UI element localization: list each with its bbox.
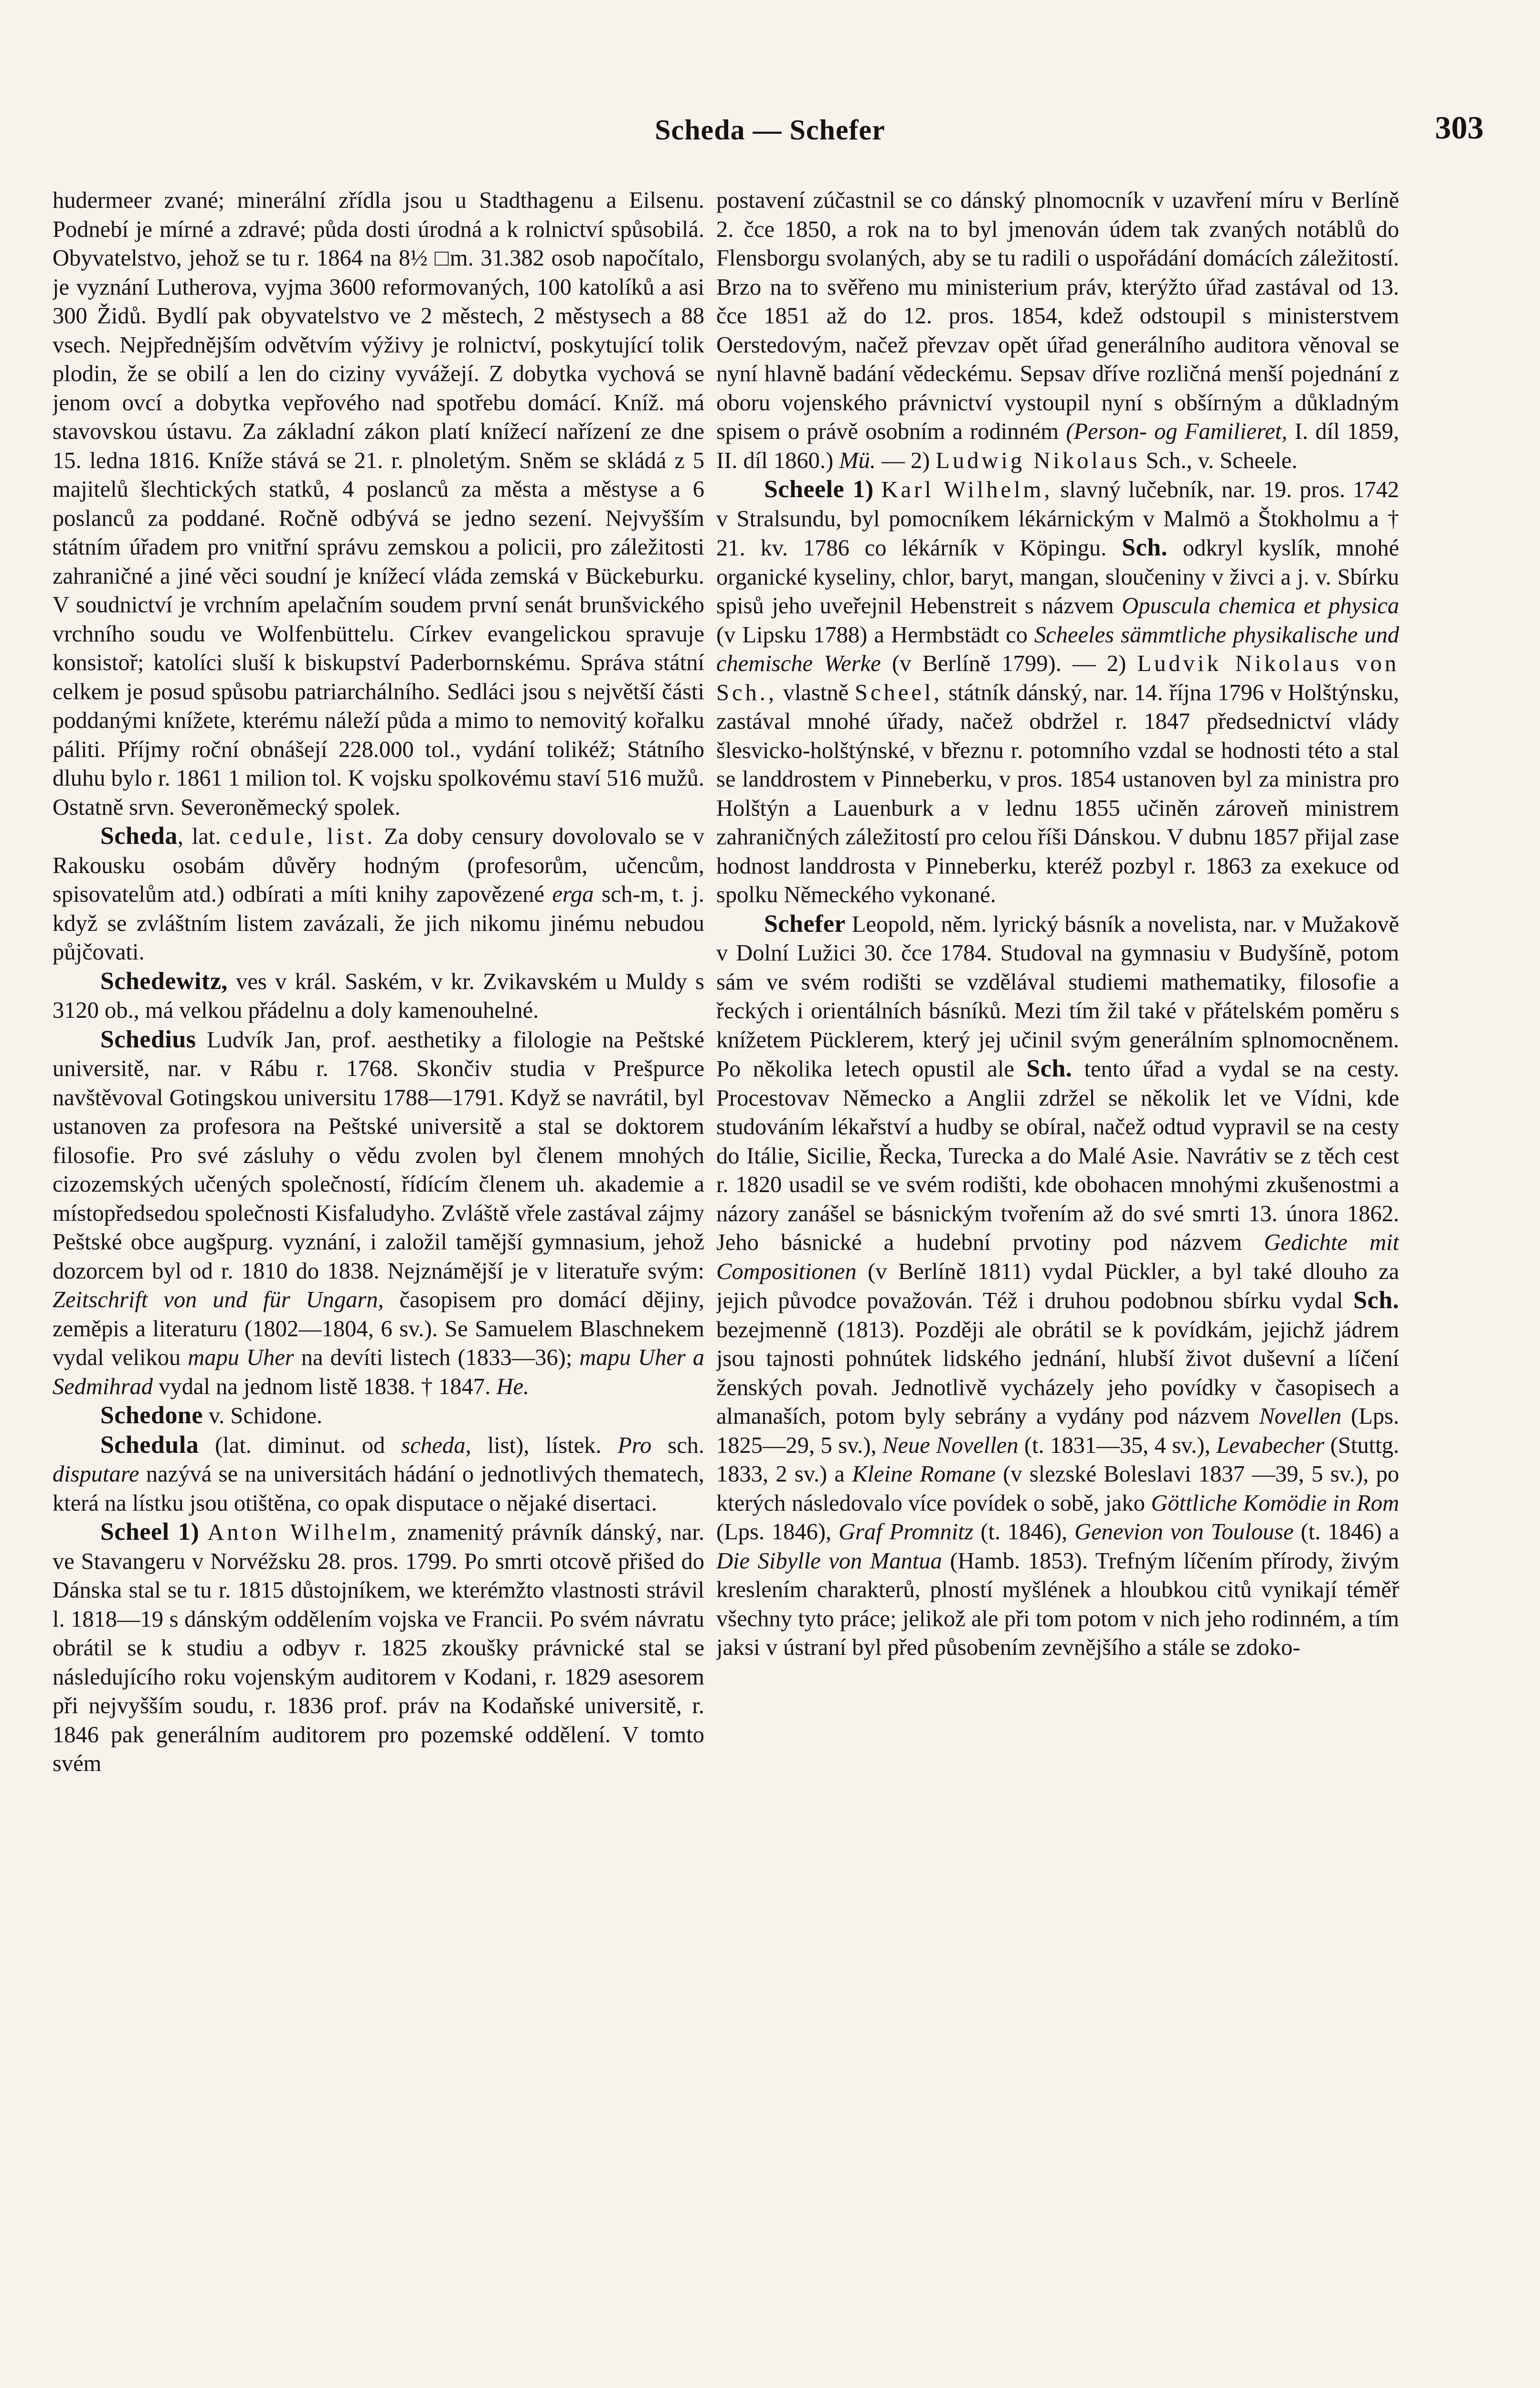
entry-text: — 2) (876, 448, 936, 473)
author-signature: Mü. (839, 448, 876, 473)
headword: Schedius (100, 1025, 196, 1053)
entry-text: I. díl 1859, II. díl 1860.) (716, 419, 1399, 473)
entry-text: bezejmenně (1813). Později ale obrátil se k povídkám, jejichž jádrem jsou tajnosti pohnútek lidského jednání, hlubší život duševní a líčení ženských povah. Jednotlivě vycházely jeho povídky v časopisech a almanaších, potom byly sebrány a vydány pod názvem (716, 1317, 1399, 1429)
page-header (53, 104, 1487, 161)
italic-title: mapu Uher a Sedmihrad (53, 1345, 704, 1399)
entry-text: Ludvík Jan, prof. aesthetiky a filologie na Peštské universitě, nar. v Rábu r. 1768. Skončiv studia v Prešpurce navštěvoval Gotingskou universitu 1788—1791. Když se navrátil, byl ustanoven za profesora na Peštské universitě a stal se doktorem filosofie. Pro své zásluhy o vědu zvolen byl členem mnohých cizozemských učených společností, řídícím členem uh. akademie a místopředsedou společnosti Kisfaludyho. Zvláště vřele zastával zájmy Peštské obce augšpurg. vyznání, i založil tamější gymnasium, jehož dozorcem byl od r. 1810 do 1838. Nejznámější je v literatuře svým: (53, 1027, 704, 1284)
entry-schedius (53, 1025, 704, 1402)
entry-text: (v Berlíně 1799). — 2) (881, 651, 1137, 676)
headword: Schedone (100, 1402, 203, 1429)
italic-title: Zeitschrift von und für Ungarn, (53, 1287, 384, 1312)
italic-title: Graf Promnitz (839, 1519, 974, 1545)
headword: Scheele 1) (764, 476, 874, 503)
italic-title: Novellen (1259, 1404, 1342, 1429)
headword: Schefer (764, 910, 846, 938)
entry-text: státník dánský, nar. 14. října 1796 v Holštýnsku, zastával mnohé úřady, načež obdržel r. 1847 předsednictví vlády šlesvicko-holštýnské, v březnu r. potomního vzdal se hodnosti této a stal se landdrostem v Pinneberku, v pros. 1854 ustanoven byl za ministra pro Holštýn a Lauenburk a v lednu 1855 učiněn zároveň ministrem zahraničných záležitostí pro celou říši Dánskou. V dubnu 1857 přijal zase hodnost landdrosta v Pinneberku, kteréž pozbyl r. 1863 za exekuce od spolku Německého vykonané. (716, 680, 1399, 907)
entry-text: odkryl kyslík, mnohé organické kyseliny, chlor, baryt, mangan, sloučeniny v živci a j. v. Sbírku spisů jeho uveřejnil Hebenstreit s názvem (716, 535, 1399, 618)
entry-text: v. Schidone. (202, 1403, 323, 1429)
entry-text: (v slezské Boleslavi 1837 —39, 5 sv.), po kterých následovalo více povídek o sobě, jako (716, 1461, 1399, 1516)
entry-text: (Stuttg. 1833, 2 sv.) a (716, 1432, 1399, 1487)
entry-text: (Lps. 1825—29, 5 sv.), (716, 1404, 1399, 1458)
italic-title: Kleine Romane (852, 1461, 996, 1487)
bold-abbrev: Sch. (1026, 1055, 1073, 1082)
entry-text: sch-m, t. j. když se zvláštním listem zavázali, že jich nikomu jinému nebudou půjčovati. (53, 882, 704, 965)
headword: Scheel 1) (100, 1518, 200, 1546)
entry-text: znamenitý právník dánský, nar. ve Stavangeru v Norvéžsku 28. pros. 1799. Po smrti otcově přišed do Dánska stal se tu r. 1815 důstojníkem, we kterémžto vlastnosti strávil l. 1818—19 s dánským oddělením vojska ve Francii. Po svém návratu obrátil se k studiu a odbyv r. 1825 zkoušky právnické stal se následujícího roku vojenským auditorem v Kodani, r. 1829 asesorem při nejvyšším soudu, r. 1836 prof. práv na Kodaňské universitě, r. 1846 pak generálním auditorem pro pozemské oddělení. V tomto svém (53, 1520, 704, 1776)
entry-text: Leopold, něm. lyrický básník a novelista, nar. v Mužakově v Dolní Lužici 30. čce 1784. Studoval na gymnasiu v Budyšíně, potom sám ve svém rodišti se vzdělával studiemi mathematiky, filosofie a řeckých i orientálních básníků. Mezi tím žil také v přátelském poměru s knížetem Pücklerem, který jej učinil svým generálním splnomocněnem. Po několika letech opustil ale (716, 911, 1399, 1082)
entry-text: nazývá se na universitách hádání o jednotlivých thematech, která na lístku jsou otištěna, co opak disputace o nějaké disertaci. (53, 1461, 704, 1516)
continuation-paragraph: hudermeer zvané; minerální zřídla jsou u Stadthagenu a Eilsenu. Podnebí je mírné a zdravé; půda dosti úrodná a k rolnictví spůsobilá. Obyvatelstvo, jehož se tu r. 1864 na 8½ □m. 31.382 osob napočítalo, je vyznání Lutherova, vyjma 3600 reformovaných, 100 katolíků a asi 300 Židů. Bydlí pak obyvatelstvo ve 2 městech, 2 městysech a 88 vsech. Nejpřednějším odvětvím výživy je rolnictví, poskytující tolik plodin, že se obilí a len do ciziny vyvážejí. Z dobytka vychová se jenom ovcí a dobytka vepřového nad spotřebu domácí. Kníž. má stavovskou ústavu. Za základní zákon platí knížecí nařízení ze dne 15. ledna 1816. Kníže stává se 21. r. plnoletým. Sněm se skládá z 5 majitelů šlechtických statků, 4 poslanců za města a městyse a 6 poslanců za poddané. Ročně odbývá se jedno sezení. Nejvyšším státním úřadem pro vnitřní správu zemskou a policii, pro záležitosti zahraničné a jiné věci soudní je knížecí vláda zemská v Bückeburku. V soudnictví je vrchním apelačním soudem první senát brunšvického vrchního soudu ve Wolfenbüttelu. Církev evangelickou spravuje konsistoř; katolíci sluší k biskupství Paderbornskému. Správa státní celkem je posud spůsobu patriarchálního. Sedláci jsou s největší části poddanými knížete, kterému náleží půda a mimo to nemovitý kořalku páliti. Příjmy roční obnášejí 228.000 tol., vydání tolikéž; Státního dluhu bylo r. 1861 1 milion tol. K vojsku spolkovému staví 516 mužů. Ostatně srvn. Severoněmecký spolek. (53, 188, 704, 820)
entry-text: (Lps. 1846), (716, 1519, 839, 1545)
headword: Scheda (100, 822, 178, 850)
spaced-name: Anton Wilhelm, (207, 1520, 399, 1545)
entry-text: list), lístek. (471, 1432, 618, 1458)
running-head: Scheda — Schefer (655, 114, 885, 146)
entry-text: , lat. (177, 824, 230, 849)
italic-title: Genevion von Toulouse (1074, 1519, 1294, 1545)
entry-text: ves v král. Saském, v kr. Zvikavském u Muldy s 3120 ob., má velkou přádelnu a doly kamenouhelné. (53, 969, 704, 1023)
italic-title: Neue Novellen (882, 1432, 1019, 1458)
entry-text: sch. (651, 1432, 704, 1458)
italic-title: Levabecher (1216, 1432, 1325, 1458)
entry-text: vydal na jednom listě 1838. † 1847. (153, 1374, 497, 1399)
headword: Schedula (100, 1431, 199, 1459)
entry-scheda (53, 822, 704, 967)
page-number: 303 (1435, 109, 1484, 146)
spaced-term: cedule, list. (229, 824, 376, 849)
italic-title: Göttliche Komödie in Rom (1151, 1490, 1399, 1516)
headword: Schedewitz, (100, 967, 228, 995)
spaced-name: Ludwig Nikolaus (935, 448, 1140, 473)
italic-term: Pro (617, 1432, 652, 1458)
entry-scheele (716, 475, 1399, 910)
entry-schedula (53, 1431, 704, 1518)
entry-text: na devíti listech (1833—36); (294, 1345, 580, 1370)
italic-term: erga (552, 882, 594, 907)
italic-term: disputare (53, 1461, 139, 1487)
spaced-name: Scheel, (855, 680, 943, 705)
entry-text: (v Lipsku 1788) a Hermbstädt co (716, 622, 1035, 648)
italic-title: Gedichte mit Compositionen (716, 1230, 1399, 1284)
entry-text: časopisem pro domácí dějiny, zeměpis a literaturu (1802—1804, 6 sv.). Se Samuelem Blaschnekem vydal velikou (53, 1287, 704, 1370)
italic-term: scheda, (401, 1432, 471, 1458)
entry-text: slavný lučebník, nar. 19. pros. 1742 v Stralsundu, byl pomocníkem lékárnickým v Malmö a Štokholmu a † 21. kv. 1786 co lékárník v Köpingu. (716, 477, 1399, 561)
entry-scheel (53, 1518, 704, 1779)
entry-text: tento úřad a vydal se na cesty. Procestovav Německo a Anglii zdržel se několik let ve Vídni, kde studováním lékařství a hudby se obíral, načež odtud vypravil se na cesty do Itálie, Sicilie, Řecka, Turecka a do Malé Asie. Navrátiv se z těch cest r. 1820 usadil se ve svém rodišti, kde obohacen mnohými zkušenostmi a názory zanášel se básnickým tvořením až do své smrti 13. února 1862. Jeho básnické a hudební prvotiny pod názvem (716, 1056, 1399, 1255)
continuation-paragraph (716, 186, 1399, 475)
bold-abbrev: Sch. (1353, 1287, 1399, 1314)
entry-schedone (53, 1401, 704, 1431)
author-signature: He. (496, 1374, 530, 1399)
italic-title: (Person- og Familieret, (1066, 419, 1287, 444)
left-column (53, 186, 704, 2388)
italic-title: Die Sibylle von Mantua (716, 1548, 942, 1574)
entry-text: (t. 1831—35, 4 sv.), (1018, 1432, 1217, 1458)
entry-text: (v Berlíně 1811) vydal Pückler, a byl také dlouho za jejich původce považován. Též i druhou podobnou sbírku vydal (716, 1258, 1399, 1313)
italic-title: Scheeles sämmtliche physikalische und chemische Werke (716, 622, 1399, 676)
entry-text: (t. 1846) a (1294, 1519, 1399, 1545)
entry-text: postavení zúčastnil se co dánský plnomocník v uzavření míru v Berlíně 2. čce 1850, a rok na to byl jmenován údem tak zvaných notáblů do Flensborgu svolaných, aby se tu radili o uspořádání domácích záležitostí. Brzo na to svěřeno mu ministerium práv, kterýžto úřad zastával od 13. čce 1851 až do 12. pros. 1854, kdež odstoupil s ministerstvem Oerstedovým, načež převzav opět úřad generálního auditora věnoval se nyní hlavně badání vědeckému. Sepsav dříve rozličná menší pojednání z oboru vojenského právnictví vystoupil nyní s obšírným a důkladným spisem o právě osobním a rodinném (716, 188, 1399, 444)
right-column (716, 186, 1399, 2388)
italic-title: Opuscula chemica et physica (1122, 593, 1399, 618)
entry-text: (t. 1846), (973, 1519, 1075, 1545)
entry-text: vlastně (777, 680, 855, 705)
entry-text: Sch., v. Scheele. (1140, 448, 1298, 473)
spaced-name: Karl Wilhelm, (881, 477, 1053, 502)
entry-text: (lat. diminut. od (199, 1432, 402, 1458)
bold-abbrev: Sch. (1122, 534, 1168, 561)
entry-text: (Hamb. 1853). Trefným líčením přírody, živým kreslením charakterů, plností myšlének a hloubkou citů vynikají téměř všechny tyto práce; jelikož ale při tom potom v nich jeho rodinném, a tím jaksi v ústraní byl před působením zevnějšího a stále se zdoko- (716, 1548, 1399, 1660)
entry-text: Za doby censury dovolovalo se v Rakousku osobám důvěry hodným (profesorům, učencům, spisovatelům atd.) odbírati a míti knihy zapovězené (53, 824, 704, 907)
italic-title: mapu Uher (188, 1345, 294, 1370)
entry-schedewitz (53, 967, 704, 1025)
entry-schefer (716, 910, 1399, 1663)
spaced-name: Ludvik Nikolaus von Sch., (716, 651, 1399, 705)
